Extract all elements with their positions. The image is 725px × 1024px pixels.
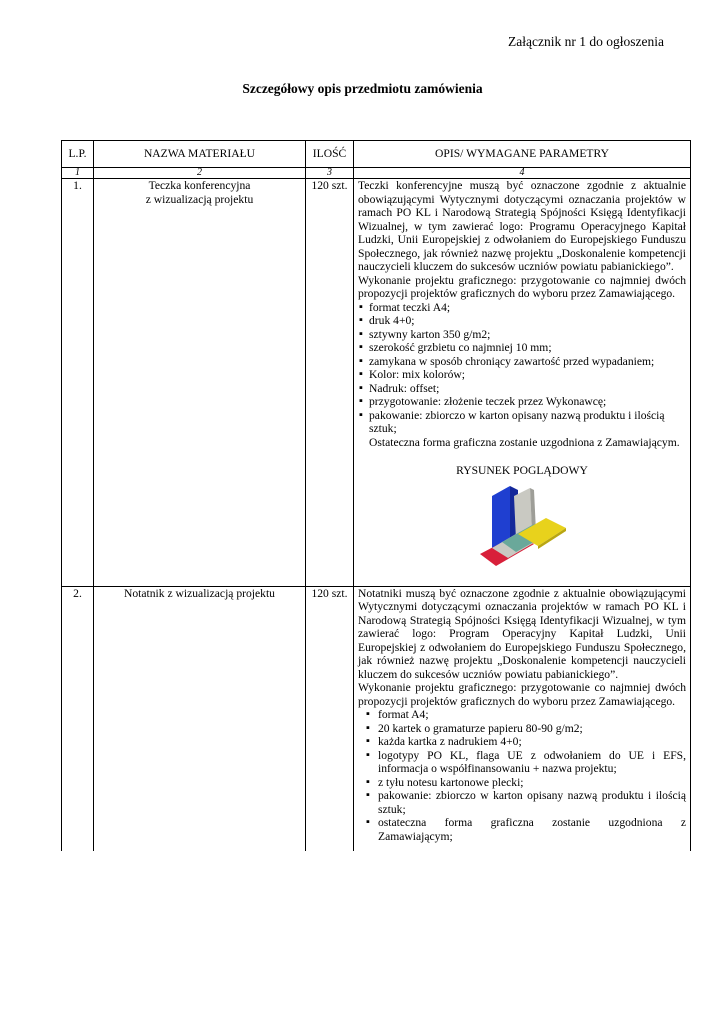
list-item: ▪ 20 kartek o gramaturze papieru 80-90 g/m2; bbox=[364, 722, 686, 736]
picture-label: RYSUNEK POGLĄDOWY bbox=[456, 464, 588, 477]
list-item: ▪ logotypy PO KL, flaga UE z odwołaniem do UE i EFS, informacja o współfinansowaniu + nazwa projektu; bbox=[364, 749, 686, 776]
row-description bbox=[354, 179, 691, 587]
list-item: ▪ szerokość grzbietu co najmniej 10 mm; bbox=[358, 341, 686, 355]
list-item: ▪ pakowanie: zbiorczo w karton opisany nazwą produktu i ilością sztuk; bbox=[358, 409, 686, 436]
attachment-label: Załącznik nr 1 do ogłoszenia bbox=[508, 34, 664, 49]
description-design: Wykonanie projektu graficznego: przygotowanie co najmniej dwóch propozycji projektów graficznych do wyboru przez Zamawiającego. bbox=[358, 681, 686, 708]
list-item: ▪ format teczki A4; bbox=[358, 301, 686, 315]
col-header-lp: L.P. bbox=[62, 141, 94, 168]
col-header-description: OPIS/ WYMAGANE PARAMETRY bbox=[354, 141, 691, 168]
list-item: ▪ zamykana w sposób chroniący zawartość przed wypadaniem; bbox=[358, 355, 686, 369]
table-header-row bbox=[62, 141, 691, 168]
row-material-name: Notatnik z wizualizacją projektu bbox=[94, 586, 306, 851]
col-number-4: 4 bbox=[354, 168, 691, 179]
list-item: ▪ każda kartka z nadrukiem 4+0; bbox=[364, 735, 686, 749]
row-description bbox=[354, 586, 691, 851]
col-header-qty: ILOŚĆ bbox=[306, 141, 354, 168]
col-number-1: 1 bbox=[62, 168, 94, 179]
list-item: ▪ pakowanie: zbiorczo w karton opisany nazwą produktu i ilością sztuk; bbox=[364, 789, 686, 816]
final-note: Ostateczna forma graficzna zostanie uzgodniona z Zamawiającym. bbox=[369, 435, 680, 449]
material-name-line: z wizualizacją projektu bbox=[145, 192, 254, 206]
list-item: ▪ format A4; bbox=[364, 708, 686, 722]
list-item: ▪ przygotowanie: złożenie teczek przez Wykonawcę; bbox=[358, 395, 686, 409]
row-material-name bbox=[94, 179, 306, 587]
parameter-list bbox=[358, 301, 686, 436]
description-intro: Teczki konferencyjne muszą być oznaczone zgodnie z aktualnie obowiązującymi Wytycznymi dotyczącymi oznaczania projektów w ramach PO KL i Narodową Strategią Spójności Księgą Identyfikacji Wizualnej, w tym zawierać logo: Programu Operacyjnego Kapitał Ludzki, Unii Europejskiej z odwołaniem do Europejskiego Funduszu Społecznego, jak również nazwę projektu „Doskonalenie kompetencji nauczycieli kluczem do sukcesów uczniów powiatu pabianickiego”. bbox=[358, 179, 686, 273]
list-item: ▪ Kolor: mix kolorów; bbox=[358, 368, 686, 382]
row-quantity: 120 szt. bbox=[306, 179, 354, 587]
table-row bbox=[62, 179, 691, 587]
table-row bbox=[62, 586, 691, 851]
col-header-name: NAZWA MATERIAŁU bbox=[94, 141, 306, 168]
parameter-list bbox=[358, 708, 686, 843]
material-name-line: Teczka konferencyjna bbox=[148, 179, 251, 192]
col-number-2: 2 bbox=[94, 168, 306, 179]
row-lp: 1. bbox=[62, 179, 94, 587]
row-lp: 2. bbox=[62, 586, 94, 851]
list-item: ▪ druk 4+0; bbox=[358, 314, 686, 328]
column-number-row bbox=[62, 168, 691, 179]
col-number-3: 3 bbox=[306, 168, 354, 179]
page-title: Szczegółowy opis przedmiotu zamówienia bbox=[242, 81, 483, 96]
description-intro: Notatniki muszą być oznaczone zgodnie z aktualnie obowiązującymi Wytycznymi dotyczącymi oznaczania projektów w ramach PO KL i Narodową Strategią Spójności Księgą Identyfikacji Wizualnej, w tym zawierać logo: Program Operacyjny Kapitał Ludzki, Unii Europejskiej z odwołaniem do Europejskiego Funduszu Społecznego, jak również nazwę projektu „Doskonalenie kompetencji nauczycieli kluczem do sukcesów uczniów powiatu pabianickiego”. bbox=[358, 586, 686, 681]
specification-table bbox=[61, 140, 691, 851]
list-item: ▪ ostateczna forma graficzna zostanie uzgodniona z Zamawiającym; bbox=[364, 816, 686, 843]
list-item: ▪ z tyłu notesu kartonowe plecki; bbox=[364, 776, 686, 790]
list-item: ▪ sztywny karton 350 g/m2; bbox=[358, 328, 686, 342]
description-design: Wykonanie projektu graficznego: przygotowanie co najmniej dwóch propozycji projektów graficznych do wyboru przez Zamawiającego. bbox=[358, 273, 686, 300]
folder-illustration bbox=[474, 482, 570, 570]
row-quantity: 120 szt. bbox=[306, 586, 354, 851]
list-item: ▪ Nadruk: offset; bbox=[358, 382, 686, 396]
